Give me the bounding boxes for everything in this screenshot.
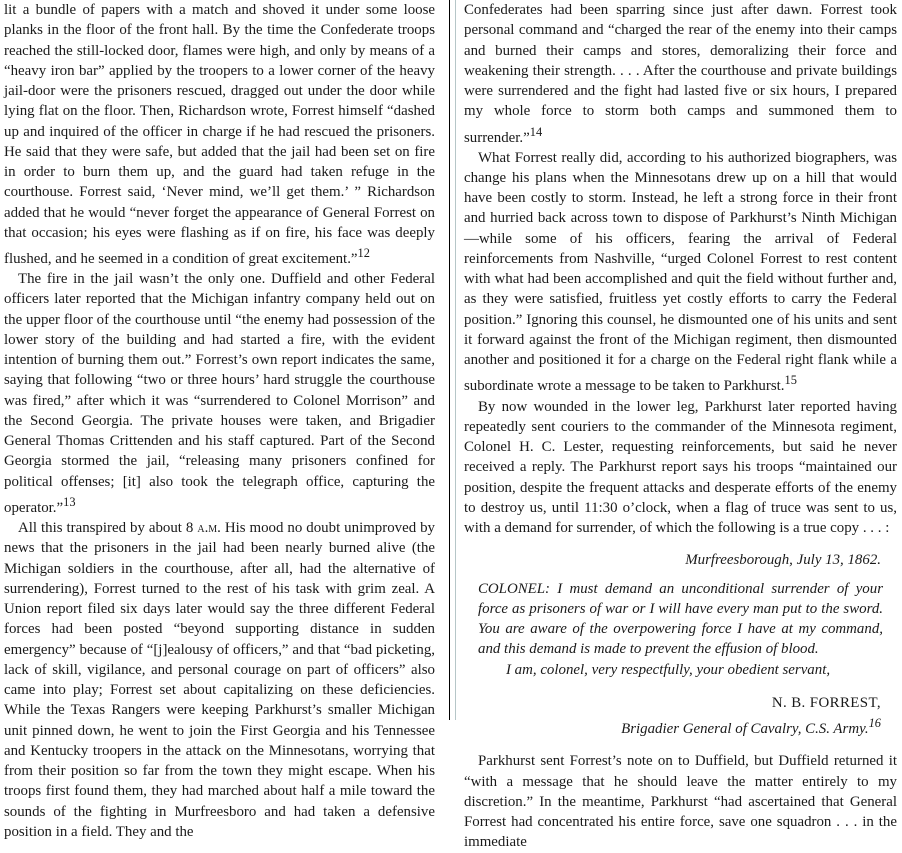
paragraph-text: lit a bundle of papers with a match and shoved it under some loose planks in the floor of the front hall. By the time the Confederate troops reached the still-locked door, flames were high, and only by means of a “heavy iron bar” applied by the troopers to a lower corner of the heavy jail-door were the prisoners rescued, dragged out under the door while lying flat on the floor. Then, Richardson wrote, Forrest himself “dashed up and inquired of the officer in charge if he had rescued the prisoners. He said that they were safe, but added that the jail had been set on fire in order to burn them up, and the guard had taken refuge in the courthouse. Forrest said, ‘Never mind, we’ll get them.’ ” Richardson added that he would “never forget the appearance of General Forrest on that occasion; his eyes were flashing as if on fire, his face was deeply flushed, and he seemed in a condition of great excitement.”	[4, 2, 435, 267]
paragraph	[464, 751, 897, 852]
letter-body-text: I must demand an unconditional surrender of your force as prisoners of war or I will have every man put to the sword. You are aware of the overpowering force I have at my command, and this demand is made to prevent the effusion of blood.	[478, 580, 883, 658]
paragraph-text: What Forrest really did, according to his authorized biographers, was change his plans when the Minnesotans drew up on a hill that would have been costly to storm. Instead, he left a strong force in their front and hurried back across town to dispose of Parkhurst’s Ninth Michigan—while some of his officers, fearing the arrival of Federal reinforcements from Nashville, “urged Colonel Forrest to rest content with what had been accomplished and quit the field without further and, as they were satisfied, fruitless yet costly efforts to carry the Federal position.” Ignoring this counsel, he dismounted one of his units and sent it forward against the front of the Michigan regiment, then dismounted another and positioned it for a charge on the Federal right flank while a subordinate wrote a message to be taken to Parkhurst.	[464, 149, 897, 395]
paragraph	[464, 148, 897, 397]
letter-signer-title	[464, 713, 881, 739]
right-column	[464, 0, 897, 853]
letter-salutation: COLONEL:	[478, 580, 550, 597]
quoted-letter	[464, 550, 897, 739]
column-divider	[449, 0, 450, 720]
letter-signer: N. B. FORREST,	[771, 694, 881, 711]
footnote-marker: 16	[868, 716, 881, 731]
paragraph-text: All this transpired by about 8	[18, 520, 198, 537]
paragraph-text: By now wounded in the lower leg, Parkhurst later reported having repeatedly sent couriers to the commander of the Minnesota regiment, Colonel H. C. Lester, requesting reinforcements, but said he never received a reply. The Parkhurst report says his troops “maintained our position, despite the frequent attacks and desperate efforts of the enemy to destroy us, until 11:30 o’clock, when a flag of truce was sent to us, with a demand for surrender, of which the following is a true copy . . . :	[464, 398, 897, 537]
paragraph	[4, 269, 435, 518]
paragraph	[4, 518, 435, 842]
footnote-marker: 12	[357, 246, 370, 260]
footnote-marker: 15	[784, 373, 797, 388]
column-divider-faint	[455, 0, 456, 720]
letter-closing: I am, colonel, very respectfully, your obedient servant,	[506, 661, 831, 678]
paragraph-text: Confederates had been sparring since just after dawn. Forrest took personal command and “charged the rear of the enemy into their camps and burned their camps and stores, demoralizing their force and weakening their strength. . . . After the courthouse and private buildings were surrendered and the fight had lasted five or six hours, I prepared my whole force to storm both camps and summoned them to surrender.”	[464, 2, 897, 146]
footnote-marker: 14	[529, 124, 543, 139]
letter-signer-title-text: Brigadier General of Cavalry, C.S. Army.	[621, 721, 869, 738]
letter-place-date: Murfreesborough, July 13, 1862.	[685, 552, 881, 569]
paragraph-text: Parkhurst sent Forrest’s note on to Duffield, but Duffield returned it “with a message that he should leave the matter entirely to my discretion.” In the meantime, Parkhurst “had ascertained that General Forrest had concentrated his entire force, save one squadron . . . in the immediate	[464, 753, 897, 851]
footnote-marker: 13	[63, 494, 76, 509]
paragraph	[464, 397, 897, 539]
paragraph-text: The fire in the jail wasn’t the only one. Duffield and other Federal officers later reported that the Michigan infantry company held out on the upper floor of the courthouse until “the enemy had possession of the lower story of the building and had started a fire, with the evident intention of burning them out.” Forrest’s own report indicates the same, saying that following “two or three hours’ hard struggle the courthouse was fired,” after which it was “surrendered to Colonel Morrison” and the Second Georgia. The private houses were taken, and Brigadier General Thomas Crittenden and his staff captured. Part of the Second Georgia stormed the jail, “releasing many prisoners confined for political offenses; [it] also took the telegraph office, capturing the operator.”	[4, 271, 435, 516]
paragraph	[4, 0, 435, 269]
paragraph	[464, 0, 897, 148]
time-abbreviation: a.m.	[197, 520, 221, 537]
paragraph-text: His mood no doubt unimproved by news that the prisoners in the jail had been nearly burned alive (the Michigan soldiers in the courthouse, after all, had the alternative of surrendering), Forrest turned to the rest of his task with grim zeal. A Union report filed six days later would say the three different Federal forces had been posted “beyond supporting distance in sudden emergency” because of “[j]ealousy of officers,” and that “bad picketing, lack of skill, vigilance, and personal courage on part of officers” also came into play; Forrest set about capitalizing on these deficiencies. While the Texas Rangers were keeping Parkhurst’s smaller Michigan unit pinned down, he went to join the First Georgia and his Tennessee and Kentucky troopers in the attack on the Minnesotans, worrying that from their position so far from the town they might escape. When his troops first found them, they had marched about half a mile toward the sounds of the fighting in Murfreesboro and had taken a defensive position in a field. They and the	[4, 520, 435, 840]
letter-body	[478, 579, 883, 660]
left-column	[4, 0, 435, 842]
